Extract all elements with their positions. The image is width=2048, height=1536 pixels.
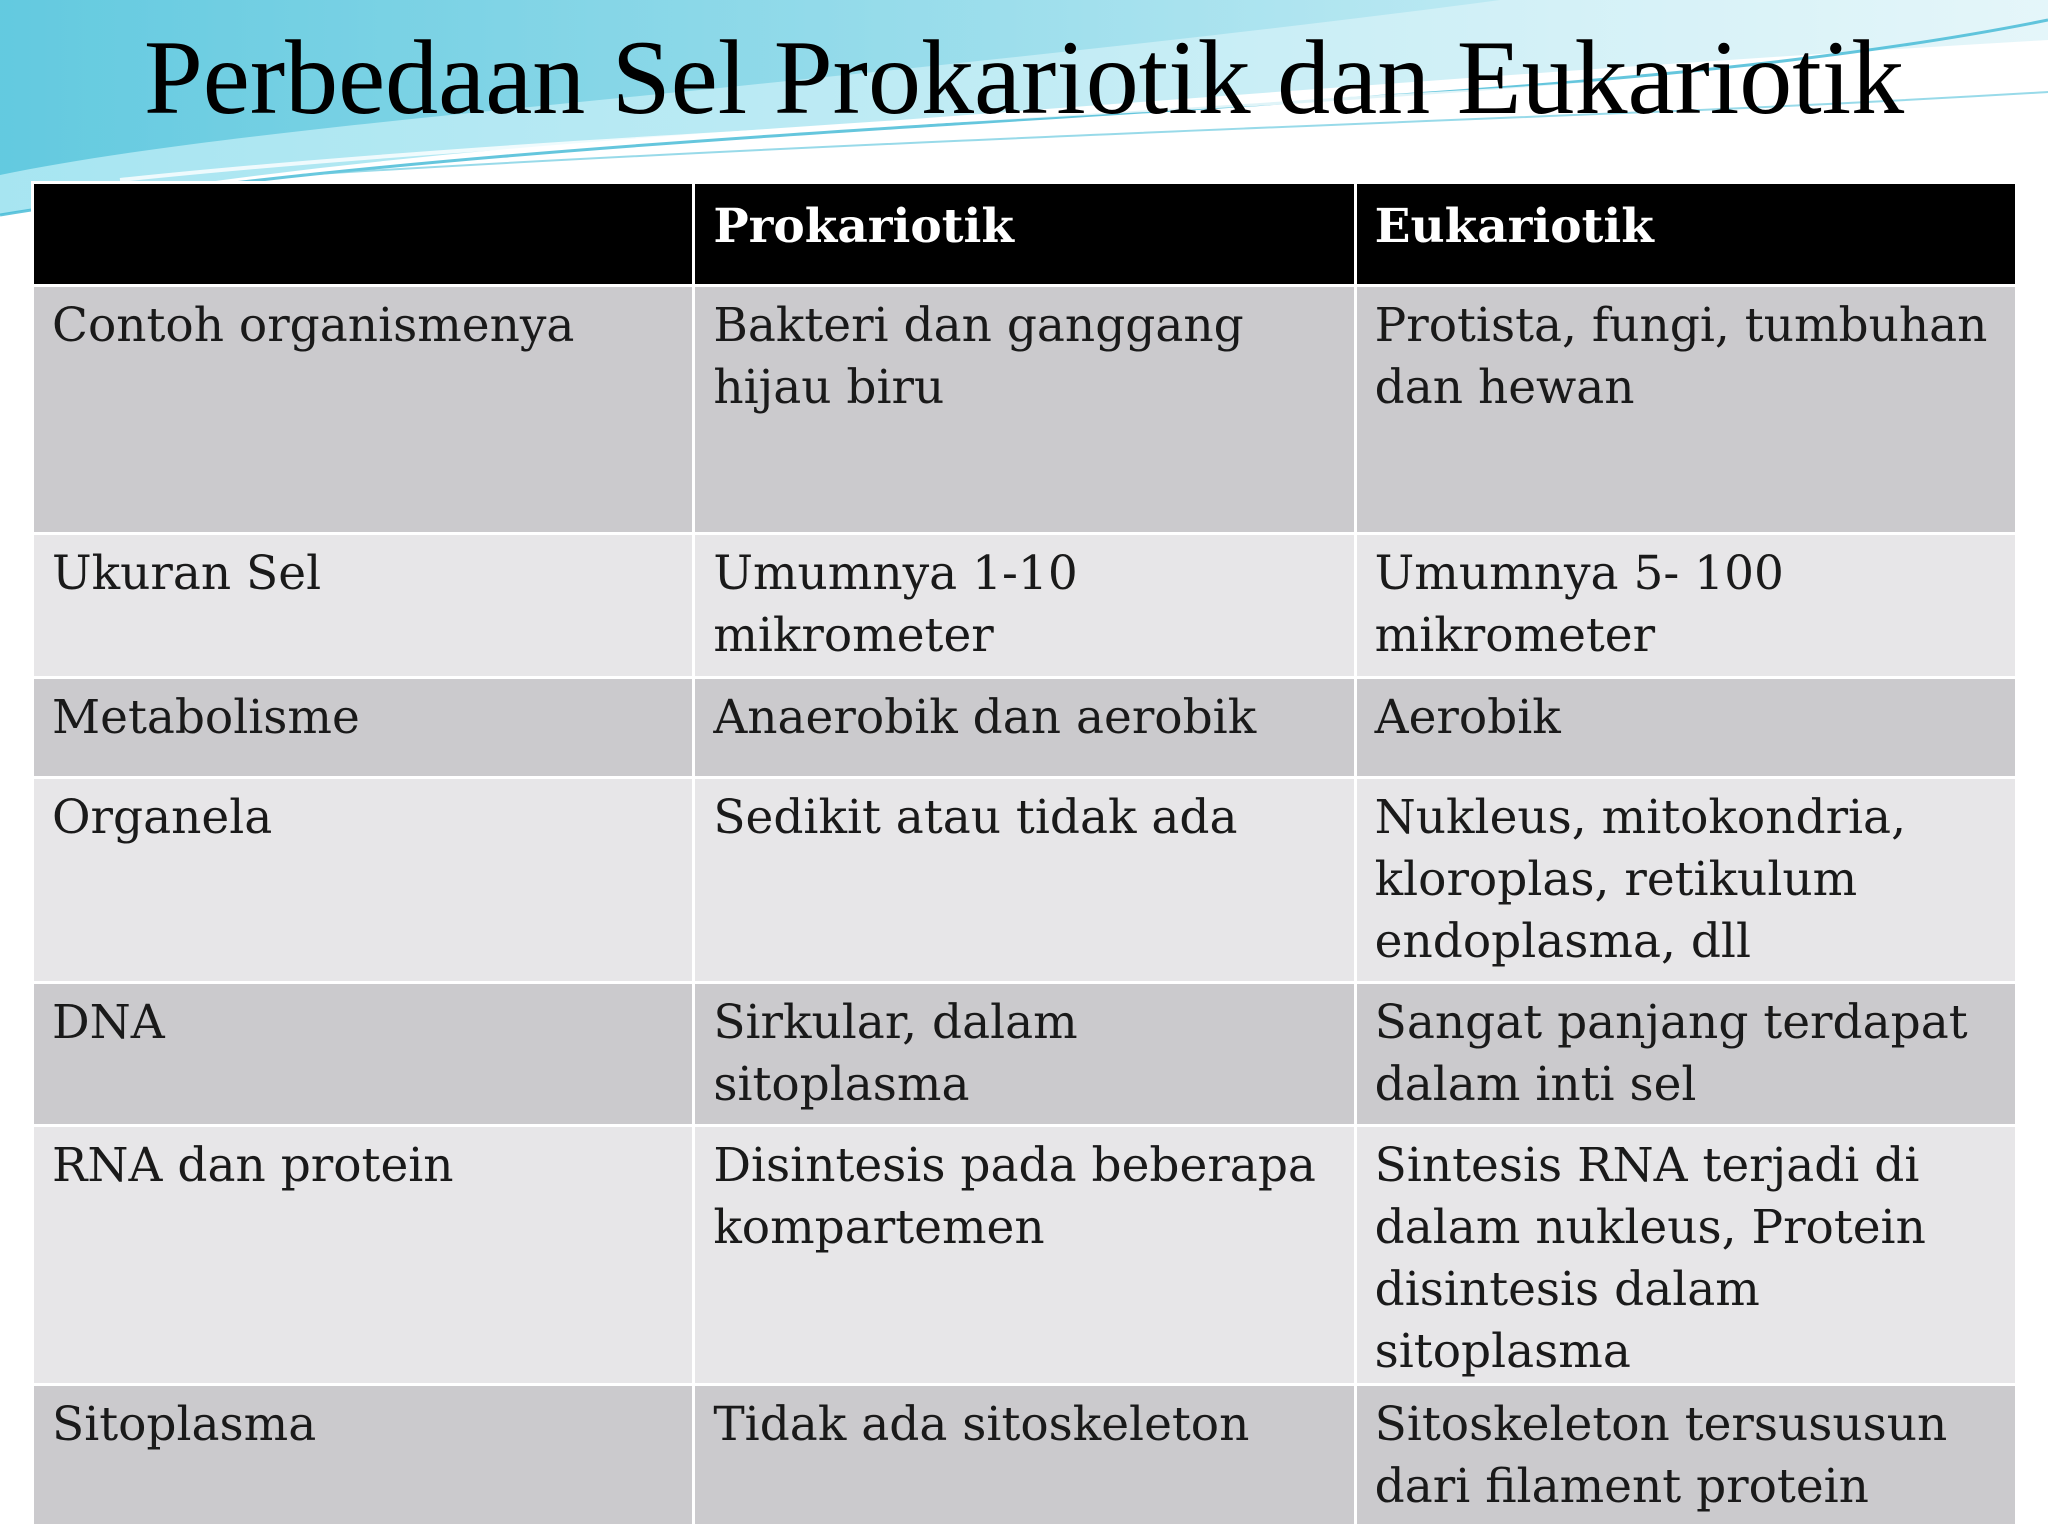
table-row (33, 778, 2017, 983)
prokariotik-cell: Umumnya 1-10 mikrometer (694, 534, 1355, 678)
prokariotik-cell: Bakteri dan ganggang hijau biru (694, 286, 1355, 534)
feature-cell: Metabolisme (33, 678, 694, 778)
header-prokariotik: Prokariotik (694, 183, 1355, 286)
slide-title: Perbedaan Sel Prokariotik dan Eukariotik (143, 19, 1905, 136)
feature-cell: RNA dan protein (33, 1126, 694, 1385)
eukariotik-cell: Sitoskeleton tersususun dari filament protein (1355, 1385, 2016, 1526)
prokariotik-cell: Disintesis pada beberapa kompartemen (694, 1126, 1355, 1385)
feature-cell: DNA (33, 983, 694, 1126)
eukariotik-cell: Aerobik (1355, 678, 2016, 778)
prokariotik-cell: Sedikit atau tidak ada (694, 778, 1355, 983)
eukariotik-cell: Nukleus, mitokondria, kloroplas, retikulum endoplasma, dll (1355, 778, 2016, 983)
table-row (33, 534, 2017, 678)
eukariotik-cell: Umumnya 5- 100 mikrometer (1355, 534, 2016, 678)
prokariotik-cell: Anaerobik dan aerobik (694, 678, 1355, 778)
feature-cell: Contoh organismenya (33, 286, 694, 534)
eukariotik-cell: Sintesis RNA terjadi di dalam nukleus, Protein disintesis dalam sitoplasma (1355, 1126, 2016, 1385)
table-row (33, 678, 2017, 778)
table-row (33, 1126, 2017, 1385)
feature-cell: Sitoplasma (33, 1385, 694, 1526)
header-empty-cell (33, 183, 694, 286)
eukariotik-cell: Protista, fungi, tumbuhan dan hewan (1355, 286, 2016, 534)
header-eukariotik: Eukariotik (1355, 183, 2016, 286)
table-row (33, 983, 2017, 1126)
feature-cell: Organela (33, 778, 694, 983)
table-header-row (33, 183, 2017, 286)
table-row (33, 286, 2017, 534)
prokariotik-cell: Tidak ada sitoskeleton (694, 1385, 1355, 1526)
comparison-table (31, 181, 2018, 1527)
table-row (33, 1385, 2017, 1526)
feature-cell: Ukuran Sel (33, 534, 694, 678)
prokariotik-cell: Sirkular, dalam sitoplasma (694, 983, 1355, 1126)
eukariotik-cell: Sangat panjang terdapat dalam inti sel (1355, 983, 2016, 1126)
